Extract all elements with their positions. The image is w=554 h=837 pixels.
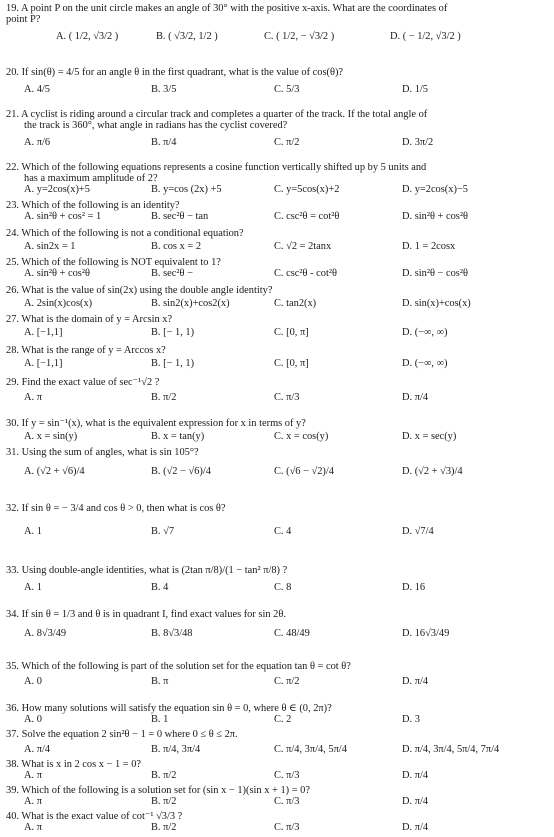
option-d[interactable]: D. (√2 + √3)/4 bbox=[402, 465, 463, 477]
option-a[interactable]: A. (√2 + √6)/4 bbox=[24, 465, 85, 477]
question-stem: 20. If sin(θ) = 4/5 for an angle θ in the first quadrant, what is the value of cos(θ)? bbox=[6, 67, 344, 78]
option-a[interactable]: A. sin2x = 1 bbox=[24, 240, 76, 252]
option-a[interactable]: A. π bbox=[24, 391, 42, 403]
question-31 bbox=[6, 448, 550, 489]
option-c[interactable]: C. 48/49 bbox=[274, 627, 310, 639]
option-a[interactable]: A. ( 1/2, √3/2 ) bbox=[56, 30, 119, 42]
option-c[interactable]: C. π/3 bbox=[274, 821, 300, 833]
option-b[interactable]: B. ( √3/2, 1/2 ) bbox=[156, 30, 218, 42]
option-c[interactable]: C. tan2(x) bbox=[274, 297, 317, 309]
question-29 bbox=[6, 378, 550, 415]
question-stem-cont: point P? bbox=[6, 13, 41, 25]
option-b[interactable]: B. 4 bbox=[151, 581, 169, 593]
option-a[interactable]: A. 8√3/49 bbox=[24, 627, 67, 639]
option-b[interactable]: B. cos x = 2 bbox=[151, 240, 202, 252]
question-38 bbox=[6, 760, 550, 785]
question-35 bbox=[6, 662, 550, 691]
option-c[interactable]: C. π/4, 3π/4, 5π/4 bbox=[274, 743, 347, 755]
question-40 bbox=[6, 812, 550, 837]
option-a[interactable]: A. 2sin(x)cos(x) bbox=[24, 297, 93, 309]
option-d[interactable]: D. sin²θ + cos²θ bbox=[402, 210, 468, 222]
question-32 bbox=[6, 504, 550, 549]
question-22 bbox=[6, 163, 550, 199]
option-b[interactable]: B. π/4 bbox=[151, 136, 177, 148]
question-27 bbox=[6, 315, 550, 342]
option-a[interactable]: A. 0 bbox=[24, 675, 42, 687]
question-stem: 22. Which of the following equations represents a cosine function vertically shifted up by 5 units and bbox=[6, 162, 427, 173]
option-b[interactable]: B. √7 bbox=[151, 525, 175, 537]
option-b[interactable]: B. π bbox=[151, 675, 169, 687]
option-c[interactable]: C. csc²θ - cot²θ bbox=[274, 267, 337, 279]
option-c[interactable]: C. π/2 bbox=[274, 675, 300, 687]
question-stem: 33. Using double-angle identities, what is (2tan π/8)/(1 − tan² π/8) ? bbox=[6, 565, 288, 576]
option-b[interactable]: B. 1 bbox=[151, 713, 169, 725]
question-33 bbox=[6, 566, 550, 597]
question-24 bbox=[6, 229, 550, 256]
question-stem: 40. What is the exact value of cot⁻¹ √3/3 ? bbox=[6, 811, 183, 822]
option-d[interactable]: D. 1 = 2cosx bbox=[402, 240, 456, 252]
option-a[interactable]: A. π/4 bbox=[24, 743, 51, 755]
question-36 bbox=[6, 704, 550, 729]
option-d[interactable]: D. √7/4 bbox=[402, 525, 434, 537]
option-b[interactable]: B. π/2 bbox=[151, 391, 177, 403]
question-37 bbox=[6, 730, 550, 759]
question-stem: 32. If sin θ = − 3/4 and cos θ > 0, then what is cos θ? bbox=[6, 503, 226, 514]
option-a[interactable]: A. π bbox=[24, 821, 42, 833]
option-d[interactable]: D. π/4, 3π/4, 5π/4, 7π/4 bbox=[402, 743, 500, 755]
option-a[interactable]: A. 1 bbox=[24, 525, 42, 537]
option-a[interactable]: A. 4/5 bbox=[24, 83, 50, 95]
option-d[interactable]: D. 3 bbox=[402, 713, 420, 725]
option-d[interactable]: D. 3π/2 bbox=[402, 136, 434, 148]
option-d[interactable]: D. 16√3/49 bbox=[402, 627, 450, 639]
question-23 bbox=[6, 201, 550, 226]
question-stem: 36. How many solutions will satisfy the equation sin θ = 0, where θ ∈ (0, 2π)? bbox=[6, 703, 332, 714]
option-c[interactable]: C. [0, π] bbox=[274, 357, 309, 369]
option-a[interactable]: A. π bbox=[24, 769, 42, 781]
option-c[interactable]: C. x = cos(y) bbox=[274, 430, 329, 442]
option-b[interactable]: B. π/2 bbox=[151, 769, 177, 781]
option-b[interactable]: B. [− 1, 1) bbox=[151, 326, 195, 338]
question-stem: 25. Which of the following is NOT equivalent to 1? bbox=[6, 257, 221, 268]
option-d[interactable]: D. 1/5 bbox=[402, 83, 428, 95]
question-26 bbox=[6, 286, 550, 313]
option-b[interactable]: B. sin2(x)+cos2(x) bbox=[151, 297, 230, 309]
option-b[interactable]: B. π/2 bbox=[151, 821, 177, 833]
option-c[interactable]: C. csc²θ = cot²θ bbox=[274, 210, 340, 222]
option-d[interactable]: D. (−∞, ∞) bbox=[402, 326, 448, 338]
question-stem: 30. If y = sin⁻¹(x), what is the equivalent expression for x in terms of y? bbox=[6, 418, 306, 429]
option-d[interactable]: D. (−∞, ∞) bbox=[402, 357, 448, 369]
option-c[interactable]: C. (√6 − √2)/4 bbox=[274, 465, 334, 477]
option-a[interactable]: A. π bbox=[24, 795, 42, 807]
option-d[interactable]: D. π/4 bbox=[402, 795, 429, 807]
question-stem: 27. What is the domain of y = Arcsin x? bbox=[6, 314, 173, 325]
question-stem: 24. Which of the following is not a conditional equation? bbox=[6, 228, 244, 239]
option-a[interactable]: A. [−1,1] bbox=[24, 326, 63, 338]
question-19 bbox=[6, 4, 550, 54]
question-stem: 34. If sin θ = 1/3 and θ is in quadrant I, find exact values for sin 2θ. bbox=[6, 609, 286, 620]
question-stem: 29. Find the exact value of sec⁻¹√2 ? bbox=[6, 377, 160, 388]
question-30 bbox=[6, 419, 550, 446]
question-34 bbox=[6, 610, 550, 651]
option-d[interactable]: D. π/4 bbox=[402, 769, 429, 781]
option-c[interactable]: C. 4 bbox=[274, 525, 292, 537]
option-c[interactable]: C. π/2 bbox=[274, 136, 300, 148]
option-a[interactable]: A. sin²θ + cos² = 1 bbox=[24, 210, 102, 222]
question-stem: 23. Which of the following is an identity? bbox=[6, 200, 180, 211]
option-b[interactable]: B. 8√3/48 bbox=[151, 627, 193, 639]
option-a[interactable]: A. π/6 bbox=[24, 136, 51, 148]
option-a[interactable]: A. 1 bbox=[24, 581, 42, 593]
question-stem: 19. A point P on the unit circle makes an angle of 30° with the positive x-axis. What are the coordinates of bbox=[6, 3, 448, 14]
option-a[interactable]: A. y=2cos(x)+5 bbox=[24, 183, 90, 195]
option-d[interactable]: D. π/4 bbox=[402, 391, 429, 403]
option-d[interactable]: D. sin(x)+cos(x) bbox=[402, 297, 471, 309]
question-25 bbox=[6, 258, 550, 283]
option-b[interactable]: B. 3/5 bbox=[151, 83, 177, 95]
option-d[interactable]: D. 16 bbox=[402, 581, 426, 593]
question-stem-cont: has a maximum amplitude of 2? bbox=[24, 172, 158, 184]
question-20 bbox=[6, 68, 550, 107]
question-stem: 35. Which of the following is part of the solution set for the equation tan θ = cot θ? bbox=[6, 661, 351, 672]
option-d[interactable]: D. sin²θ − cos²θ bbox=[402, 267, 468, 279]
option-c[interactable]: C. π/3 bbox=[274, 769, 300, 781]
option-c[interactable]: C. 5/3 bbox=[274, 83, 300, 95]
question-stem: 39. Which of the following is a solution set for (sin x − 1)(sin x + 1) = 0? bbox=[6, 785, 310, 796]
option-d[interactable]: D. π/4 bbox=[402, 675, 429, 687]
option-c[interactable]: C. [0, π] bbox=[274, 326, 309, 338]
option-a[interactable]: A. 0 bbox=[24, 713, 42, 725]
option-b[interactable]: B. sec²θ − bbox=[151, 267, 193, 279]
question-stem-cont: the track is 360°, what angle in radians has the cyclist covered? bbox=[24, 119, 288, 131]
question-stem: 31. Using the sum of angles, what is sin 105°? bbox=[6, 447, 199, 458]
question-stem: 37. Solve the equation 2 sin²θ − 1 = 0 where 0 ≤ θ ≤ 2π. bbox=[6, 729, 238, 740]
option-d[interactable]: D. x = sec(y) bbox=[402, 430, 457, 442]
option-d[interactable]: D. π/4 bbox=[402, 821, 429, 833]
option-c[interactable]: C. 8 bbox=[274, 581, 292, 593]
option-b[interactable]: B. (√2 − √6)/4 bbox=[151, 465, 211, 477]
option-c[interactable]: C. 2 bbox=[274, 713, 292, 725]
option-d[interactable]: D. y=2cos(x)−5 bbox=[402, 183, 468, 195]
question-28 bbox=[6, 346, 550, 373]
option-b[interactable]: B. π/4, 3π/4 bbox=[151, 743, 201, 755]
option-c[interactable]: C. ( 1/2, − √3/2 ) bbox=[264, 30, 335, 42]
question-stem: 21. A cyclist is riding around a circular track and completes a quarter of the track. If the total angle of bbox=[6, 109, 428, 120]
option-b[interactable]: B. π/2 bbox=[151, 795, 177, 807]
question-stem: 38. What is x in 2 cos x − 1 = 0? bbox=[6, 759, 142, 770]
option-a[interactable]: A. [−1,1] bbox=[24, 357, 63, 369]
question-21 bbox=[6, 110, 550, 160]
option-c[interactable]: C. y=5cos(x)+2 bbox=[274, 183, 340, 195]
option-b[interactable]: B. x = tan(y) bbox=[151, 430, 205, 442]
option-b[interactable]: B. [− 1, 1) bbox=[151, 357, 195, 369]
option-b[interactable]: B. sec²θ − tan bbox=[151, 210, 209, 222]
question-stem: 26. What is the value of sin(2x) using the double angle identity? bbox=[6, 285, 273, 296]
option-c[interactable]: C. √2 = 2tanx bbox=[274, 240, 332, 252]
option-b[interactable]: B. y=cos (2x) +5 bbox=[151, 183, 222, 195]
option-c[interactable]: C. π/3 bbox=[274, 795, 300, 807]
option-a[interactable]: A. sin²θ + cos²θ bbox=[24, 267, 90, 279]
option-a[interactable]: A. x = sin(y) bbox=[24, 430, 78, 442]
option-c[interactable]: C. π/3 bbox=[274, 391, 300, 403]
question-stem: 28. What is the range of y = Arccos x? bbox=[6, 345, 166, 356]
option-d[interactable]: D. ( − 1/2, √3/2 ) bbox=[390, 30, 461, 42]
question-39 bbox=[6, 786, 550, 811]
